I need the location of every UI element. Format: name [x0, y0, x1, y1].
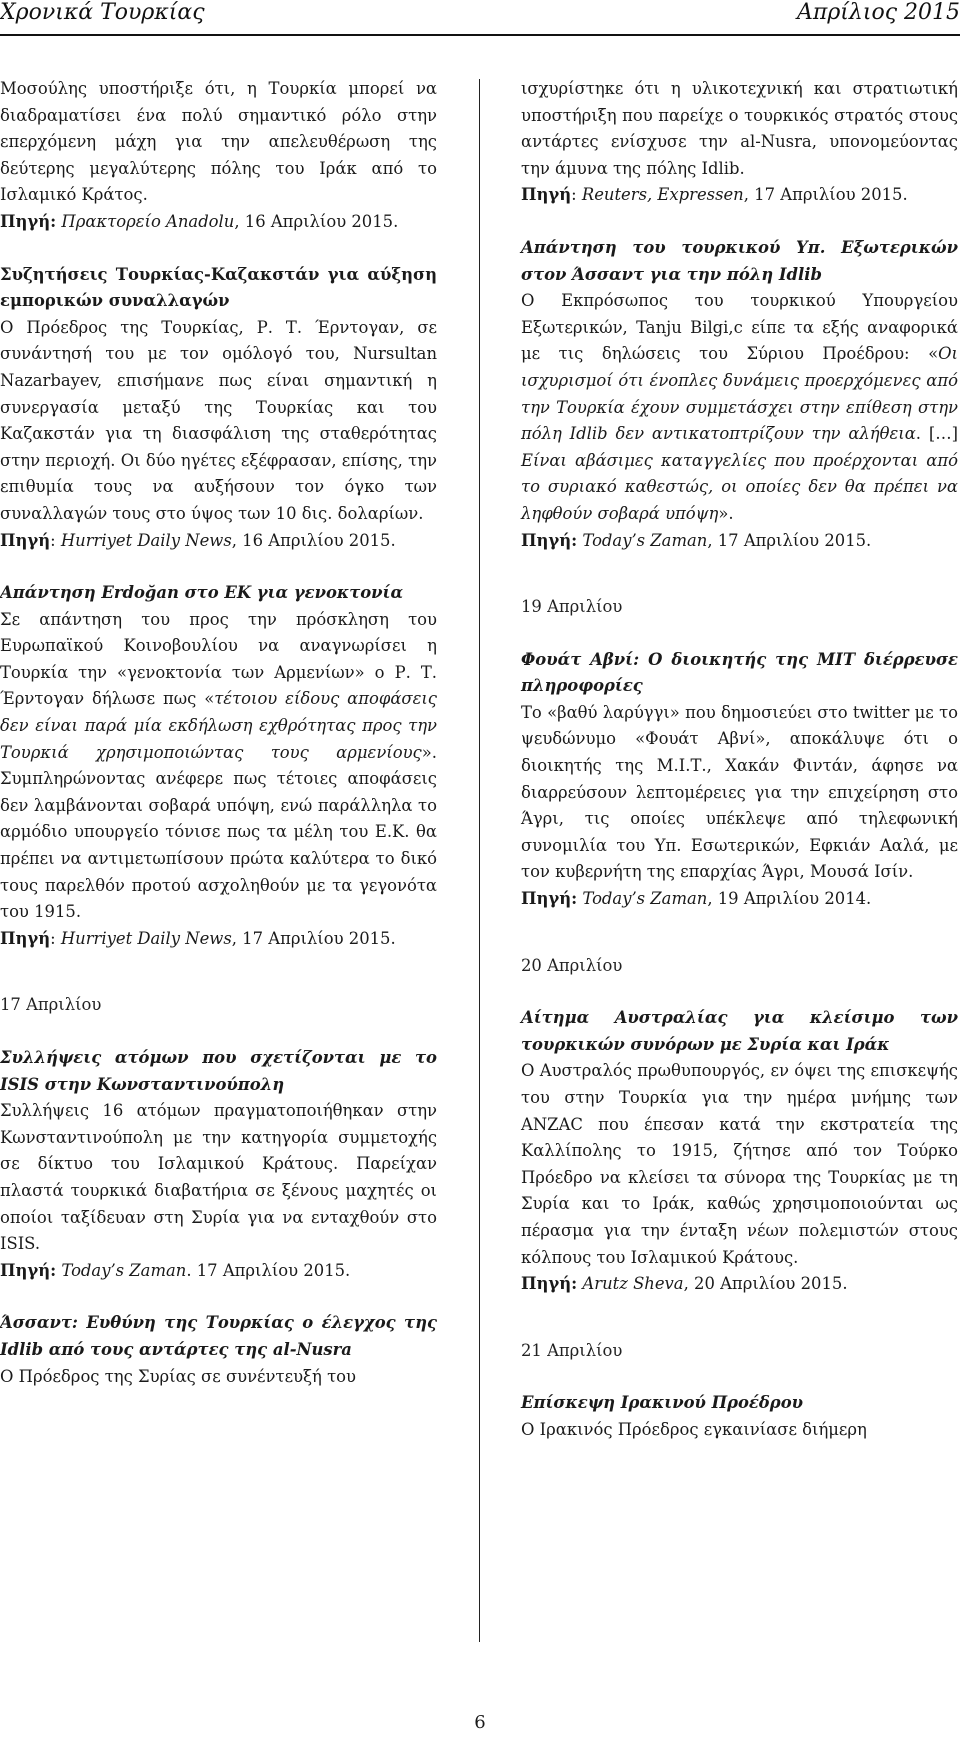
paragraph: Ο Πρόεδρος της Τουρκίας, Ρ. Τ. Έρντογαν, σε συνάντησή του με τον ομόλογό του, Nursultan Nazarbayev, επισήμανε πως είναι σημαντική η συνεργασία μεταξύ της Τουρκίας και του Καζακστάν για τη διασφάλιση της σταθερότητας στην περιοχή. Οι δύο ηγέτες εξέφρασαν, επίσης, την επιθυμία τους να αυξήσουν τον όγκο των συναλλαγών τους στο ύψος των 10 δις. δολαρίων. [0, 317, 437, 523]
paragraph: Ο Εκπρόσωπος του τουρκικού Υπουργείου Εξωτερικών, Tanju Bilgi,c είπε τα εξής αναφορικά με τις δηλώσεις του Σύριου Προέδρου: «Οι ισχυρισμοί ότι ένοπλες δυνάμεις προερχόμενες από την Τουρκία έχουν συμμετάσχει στην επίθεση στην πόλη Idlib δεν αντικατοπτρίζουν την αλήθεια. […] Είναι αβάσιμες καταγγελίες που προέρχονται από το συριακό καθεστώς, οι οποίες δεν θα πρέπει να ληφθούν σοβαρά υπόψη». [521, 291, 958, 523]
source-line: Πηγή: Today’s Zaman, 19 Απριλίου 2014. [521, 889, 872, 909]
article-heading: Απάντηση Erdoğan στο ΕΚ για γενοκτονία [0, 583, 404, 603]
paragraph: Το «βαθύ λαρύγγι» που δημοσιεύει στο twitter με το ψευδώνυμο «Φουάτ Αβνί», αποκάλυψε ότι ο διοικητής της Μ.Ι.Τ., Χακάν Φιντάν, άφησε να διαρρεύσουν λεπτομέρειες για την επιχείρηση στο Άγρι, τις οποίες υπέκλεψε από τηλεφωνική συνομιλία του Υπ. Εσωτερικών, Εφκιάν Ααλά, με τον κυβερνήτη της επαρχίας Άγρι, Μουσά Ισίν. [521, 702, 958, 882]
source-line: Πηγή: Hurriyet Daily News, 16 Απριλίου 2015. [0, 530, 396, 550]
left-column [0, 76, 437, 1390]
paragraph: Σε απάντηση του προς την πρόσκληση του Ευρωπαϊκού Κοινοβουλίου να αναγνωρίσει η Τουρκία την «γενοκτονία των Αρμενίων» ο Ρ. Τ. Έρντογαν δήλωσε πως «τέτοιου είδους αποφάσεις δεν είναι παρά μία εκδήλωση εχθρότητας προς την Τουρκιά χρησιμοποιώντας τους αρμενίους». Συμπληρώνοντας ανέφερε πως τέτοιες αποφάσεις δεν λαμβάνονται σοβαρά υπόψη, ενώ παράλληλα το αρμόδιο υπουργείο τόνισε πως τα μέλη του Ε.Κ. θα πρέπει να αντιμετωπίσουν πρώτα καλύτερα το δικό τους παρελθόν προτού ασχοληθούν με τα γεγονότα του 1915. [0, 609, 437, 922]
article-heading: Απάντηση του τουρκικού Υπ. Εξωτερικών στον Άσσαντ για την πόλη Idlib [521, 237, 958, 284]
header-title: Χρονικά Τουρκίας [0, 0, 205, 25]
paragraph: ισχυρίστηκε ότι η υλικοτεχνική και στρατιωτική υποστήριξη που παρείχε ο τουρκικός στρατός στους αντάρτες ενίσχυσε την al-Nusra, υπονομεύοντας την άμυνα της πόλης Idlib. [521, 79, 958, 178]
source-line: Πηγή: Arutz Sheva, 20 Απριλίου 2015. [521, 1274, 848, 1294]
article-heading: Άσσαντ: Ευθύνη της Τουρκίας ο έλεγχος της Idlib από τους αντάρτες της al-Nusra [0, 1313, 437, 1359]
date-heading: 21 Απριλίου [521, 1340, 623, 1360]
article-heading: Συλλήψεις ατόμων που σχετίζονται με το ISIS στην Κωνσταντινούπολη [0, 1048, 437, 1094]
paragraph: Συλλήψεις 16 ατόμων πραγματοποιήθηκαν στην Κωνσταντινούπολη με την κατηγορία συμμετοχής σε δίκτυο του Ισλαμικού Κράτους. Παρείχαν πλαστά τουρκικά διαβατήρια σε ξένους μαχητές οι οποίοι ταξίδευαν στη Συρία για να ενταχθούν στο ISIS. [0, 1101, 437, 1254]
date-heading: 19 Απριλίου [521, 597, 623, 617]
header-rule [0, 34, 960, 36]
source-line: Πηγή: Today’s Zaman, 17 Απριλίου 2015. [521, 530, 872, 550]
page-number: 6 [474, 1712, 486, 1733]
column-divider [479, 79, 480, 1642]
article-heading: Συζητήσεις Τουρκίας-Καζακστάν για αύξηση εμπορικών συναλλαγών [0, 264, 437, 311]
paragraph: Μοσούλης υποστήριξε ότι, η Τουρκία μπορεί να διαδραματίσει ένα πολύ σημαντικό ρόλο στην επερχόμενη μάχη για την απελευθέρωση της δεύτερης μεγαλύτερης πόλης του Ιράκ από το Ισλαμικό Κράτος. [0, 79, 437, 205]
page-header [0, 0, 960, 30]
date-heading: 17 Απριλίου [0, 995, 102, 1015]
date-heading: 20 Απριλίου [521, 955, 623, 975]
article-heading: Επίσκεψη Ιρακινού Προέδρου [521, 1393, 804, 1413]
source-line: Πηγή: Reuters, Expressen, 17 Απριλίου 2015. [521, 185, 908, 205]
header-date: Απρίλιος 2015 [796, 0, 960, 25]
source-line: Πηγή: Πρακτορείο Anadolu, 16 Απριλίου 2015. [0, 211, 399, 231]
source-line: Πηγή: Today’s Zaman. 17 Απριλίου 2015. [0, 1260, 351, 1280]
article-heading: Αίτημα Αυστραλίας για κλείσιμο των τουρκικών συνόρων με Συρία και Ιράκ [521, 1008, 958, 1054]
paragraph: Ο Πρόεδρος της Συρίας σε συνέντευξή του [0, 1366, 356, 1386]
right-column [521, 76, 958, 1444]
source-line: Πηγή: Hurriyet Daily News, 17 Απριλίου 2015. [0, 928, 396, 948]
paragraph: Ο Ιρακινός Πρόεδρος εγκαινίασε διήμερη [521, 1419, 867, 1439]
article-heading: Φουάτ Αβνί: Ο διοικητής της ΜΙΤ διέρρευσε πληροφορίες [521, 649, 958, 696]
paragraph: Ο Αυστραλός πρωθυπουργός, εν όψει της επισκεψής του στην Τουρκία για την ημέρα μνήμης των ANZAC που έπεσαν κατά την εκστρατεία της Καλλίπολης το 1915, ζήτησε από τον Τούρκο Πρόεδρο να κλείσει τα σύνορα της Τουρκίας με τη Συρία και το Ιράκ, καθώς χρησιμοποιούνται ως πέρασμα για την ένταξη νέων πολεμιστών στους κόλπους του Ισλαμικού Κράτους. [521, 1061, 958, 1267]
